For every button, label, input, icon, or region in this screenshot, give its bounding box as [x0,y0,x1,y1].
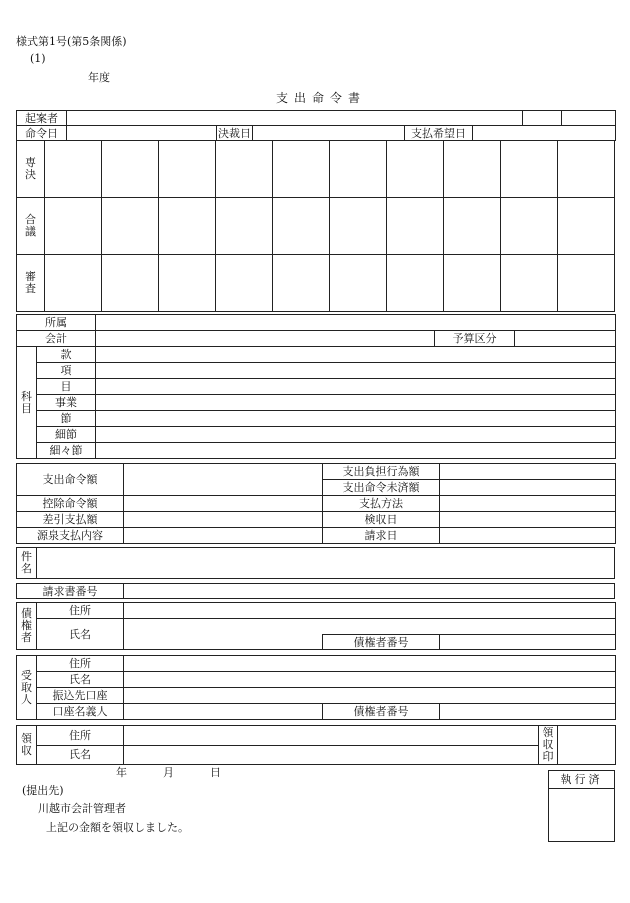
receipt-address-label: 住所 [37,726,124,746]
stamp-cell[interactable] [216,141,273,198]
stamp-cell[interactable] [387,198,444,255]
stamp-cell[interactable] [558,255,615,312]
withholding-label: 源泉支払内容 [17,528,124,544]
recipient-official: 川越市会計管理者 [38,802,126,815]
executed-label: 執行済 [549,771,614,789]
transfer-account-field[interactable] [124,688,616,704]
receipt-statement: 上記の金額を領収しました。 [46,821,189,834]
stamp-cell[interactable] [159,141,216,198]
withholding-field[interactable] [124,528,323,544]
drafter-label: 起案者 [17,111,67,126]
submit-to-label: (提出先) [22,784,64,797]
stamp-cell[interactable] [501,255,558,312]
receipt-label: 領 収 [17,726,37,765]
creditor-name-label: 氏名 [37,619,124,650]
approval-date-field[interactable] [253,126,405,141]
invoice-number-label: 請求書番号 [17,584,124,599]
recipient-creditor-number-field[interactable] [440,704,616,720]
stamp-cell[interactable] [273,255,330,312]
stamp-cell[interactable] [45,198,102,255]
recipient-label: 受 取 人 [17,656,37,720]
stamp-cell[interactable] [330,198,387,255]
inspection-date-field[interactable] [440,512,616,528]
stamp-cell[interactable] [273,141,330,198]
subject-name-table [16,547,615,579]
approval-section-label: 審 査 [17,255,45,312]
stamp-cell[interactable] [558,198,615,255]
subject-project-label: 事業 [37,395,96,411]
subject-moku-field[interactable] [96,379,616,395]
subject-saisaisetsu-field[interactable] [96,443,616,459]
date-month-label: 月 [163,766,174,779]
creditor-name-field-lower[interactable] [124,635,323,650]
billing-date-label: 請求日 [323,528,440,544]
subject-kou-field[interactable] [96,363,616,379]
stamp-cell[interactable] [444,198,501,255]
approval-grid [16,140,615,312]
desired-payment-date-field[interactable] [473,126,616,141]
subject-kan-field[interactable] [96,347,616,363]
recipient-creditor-number-label: 債権者番号 [323,704,440,720]
budget-category-field[interactable] [515,331,616,347]
order-date-field[interactable] [67,126,217,141]
order-date-label: 命令日 [17,126,67,141]
subject-name-label: 件 名 [17,548,37,579]
deduction-amount-label: 控除命令額 [17,496,124,512]
drafter-extra-1[interactable] [523,111,562,126]
department-field[interactable] [96,315,616,331]
approval-date-label: 決裁日 [218,126,251,140]
stamp-cell[interactable] [102,255,159,312]
creditor-label: 債 権 者 [17,603,37,650]
commitment-amount-field[interactable] [440,464,616,480]
desired-payment-date-label: 支払希望日 [405,126,473,141]
invoice-number-table [16,583,615,599]
payment-method-label: 支払方法 [323,496,440,512]
commitment-amount-label: 支出負担行為額 [323,464,440,480]
stamp-cell[interactable] [444,141,501,198]
account-label: 会計 [17,331,96,347]
payment-order-amount-label: 支出命令額 [17,464,124,496]
executed-stamp-box [548,770,615,842]
stamp-cell[interactable] [159,255,216,312]
budget-category-label: 予算区分 [435,331,515,347]
date-day-label: 日 [210,766,221,779]
stamp-cell[interactable] [45,141,102,198]
transfer-account-label: 振込先口座 [37,688,124,704]
drafter-extra-2[interactable] [562,111,616,126]
ordered-amount-field[interactable] [440,480,616,496]
receipt-name-label: 氏名 [37,745,124,765]
drafter-field[interactable] [67,111,523,126]
stamp-cell[interactable] [45,255,102,312]
subject-label: 科 目 [17,347,37,459]
subject-kan-label: 款 [37,347,96,363]
department-label: 所属 [17,315,96,331]
stamp-cell[interactable] [159,198,216,255]
subject-saisetsu-field[interactable] [96,427,616,443]
stamp-cell[interactable] [558,141,615,198]
subject-setsu-label: 節 [37,411,96,427]
billing-date-field[interactable] [440,528,616,544]
subject-project-field[interactable] [96,395,616,411]
invoice-number-field[interactable] [124,584,615,599]
subject-kou-label: 項 [37,363,96,379]
creditor-name-field[interactable] [124,619,616,635]
sub-number: (1) [30,52,46,65]
receipt-seal-label: 領 収 印 [539,726,558,765]
stamp-cell[interactable] [501,141,558,198]
approval-section-label: 合 議 [17,198,45,255]
date-year-label: 年 [116,766,127,779]
classification-table [16,314,616,459]
stamp-cell[interactable] [387,141,444,198]
creditor-address-field[interactable] [124,603,616,619]
subject-setsu-field[interactable] [96,411,616,427]
top-info-table [16,110,616,141]
recipient-address-field[interactable] [124,656,616,672]
net-payment-label: 差引支払額 [17,512,124,528]
form-number: 様式第1号(第5条関係) [16,35,127,48]
deduction-amount-field[interactable] [124,496,323,512]
receipt-table [16,725,616,765]
stamp-cell[interactable] [273,198,330,255]
creditor-number-label: 債権者番号 [323,635,440,650]
account-holder-label: 口座名義人 [37,704,124,720]
creditor-number-field[interactable] [440,635,616,650]
stamp-cell[interactable] [102,141,159,198]
stamp-cell[interactable] [216,198,273,255]
recipient-address-label: 住所 [37,656,124,672]
recipient-name-label: 氏名 [37,672,124,688]
stamp-cell[interactable] [444,255,501,312]
subject-saisaisetsu-label: 細々節 [37,443,96,459]
stamp-cell[interactable] [387,255,444,312]
executed-stamp-area[interactable] [549,789,614,843]
stamp-cell[interactable] [102,198,159,255]
stamp-cell[interactable] [501,198,558,255]
account-holder-field[interactable] [124,704,323,720]
creditor-address-label: 住所 [37,603,124,619]
stamp-cell[interactable] [330,255,387,312]
receipt-address-field[interactable] [124,726,539,746]
subject-name-field[interactable] [37,548,615,579]
stamp-cell[interactable] [216,255,273,312]
receipt-seal-field[interactable] [558,726,616,765]
ordered-amount-label: 支出命令未済額 [323,480,440,496]
recipient-name-field[interactable] [124,672,616,688]
recipient-table [16,655,616,720]
subject-moku-label: 目 [37,379,96,395]
subject-saisetsu-label: 細節 [37,427,96,443]
net-payment-field[interactable] [124,512,323,528]
inspection-date-label: 検収日 [323,512,440,528]
creditor-table [16,602,616,650]
account-field[interactable] [96,331,435,347]
approval-section-label: 専 決 [17,141,45,198]
stamp-cell[interactable] [330,141,387,198]
payment-order-amount-field[interactable] [124,464,323,496]
amounts-table [16,463,616,544]
receipt-name-field[interactable] [124,745,539,765]
page-title: 支出命令書 [276,91,367,105]
fiscal-year-label: 年度 [88,71,110,84]
payment-method-field[interactable] [440,496,616,512]
